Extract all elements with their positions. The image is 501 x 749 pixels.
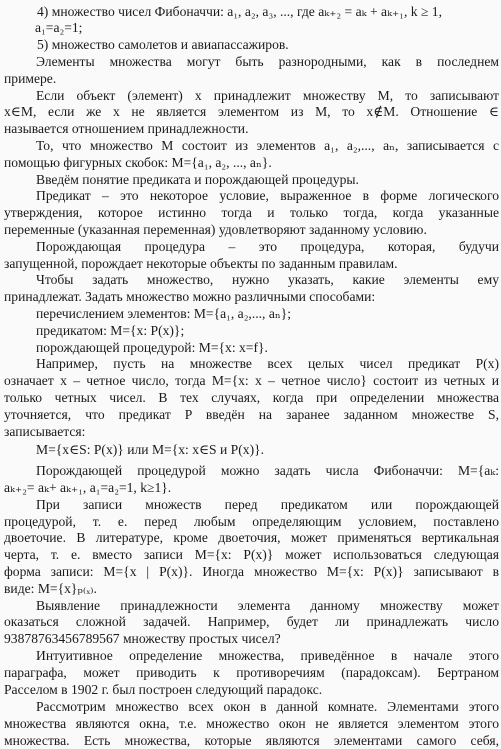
text-line: Введём понятие предиката и порождающей процедуры. xyxy=(36,172,359,187)
text-line: предикатом: M={x: P(x)}; xyxy=(36,323,185,338)
text-line: виде: M={x}ₚ₍ₓ₎. xyxy=(4,581,97,596)
text-line: помощью фигурных скобок: M={a₁, a₂, ..., aₙ}. xyxy=(4,155,272,170)
text-line: То, что множество M состоит из элементов a₁, a₂,..., aₙ, записывается с xyxy=(36,138,499,153)
text-line: aₖ₊₂= aₖ+ aₖ₊₁, a₁=a₂=1, k≥1}. xyxy=(4,480,172,495)
text-line: Порождающей процедурой можно задать числа Фибоначчи: M={aₖ: xyxy=(36,463,499,478)
text-line: называется отношением принадлежности. xyxy=(4,121,249,136)
text-line: двоеточие. В литературе, кроме двоеточия, может применяться вертикальная xyxy=(4,530,499,545)
text-line: x∈M, если же x не является элементом из M, то x∉M. Отношение ∈ xyxy=(4,104,499,119)
text-line: Чтобы задать множество, нужно указать, какие элементы ему xyxy=(36,272,499,287)
text-line: Расселом в 1902 г. был построен следующий парадокс. xyxy=(4,682,323,697)
text-line: параграфа, может приводить к противоречиям (парадоксам). Бертраном xyxy=(4,665,499,680)
text-line: 4) множество чисел Фибоначчи: a₁, a₂, a₃, ..., где aₖ₊₂ = aₖ + aₖ₊₁, k ≥ 1, xyxy=(37,4,443,19)
text-line: порождающей процедурой: M={x: x=f}. xyxy=(36,340,268,355)
text-line: оказаться сложной задачей. Например, будет ли принадлежать число xyxy=(4,614,499,629)
text-line: Выявление принадлежности элемента данному множеству может xyxy=(36,598,499,613)
text-line: Порождающая процедура – это процедура, которая, будучи xyxy=(36,239,499,254)
text-line: принадлежат. Задать множество можно различными способами: xyxy=(4,289,376,304)
text-line: утверждения, которое истинно тогда и только тогда, когда указанные xyxy=(4,205,499,220)
text-line: множества являются окна, т.е. множество окон не является элементом этого xyxy=(4,716,499,731)
text-line: примере. xyxy=(4,71,57,86)
text-line: 93878763456789567 множеству простых чисел? xyxy=(4,631,281,646)
text-line: M={x∈S: P(x)} или M={x: x∈S и P(x)}. xyxy=(36,442,265,457)
text-line: форма записи: M={x | P(x)}. Иногда множество M={x: P(x)} записывают в xyxy=(4,564,499,579)
text-line: a₁=a₂=1; xyxy=(35,20,83,35)
text-line: Предикат – это некоторое условие, выраженное в форме логического xyxy=(36,188,499,203)
text-line: записывается: xyxy=(4,424,86,439)
text-line: запущенной, порождает некоторые объекты по заданным правилам. xyxy=(4,256,398,271)
text-line: При записи множеств перед предикатом или порождающей xyxy=(36,497,499,512)
text-line: перечислением элементов: M={a₁, a₂,..., aₙ}; xyxy=(36,306,292,321)
text-line: Интуитивное определение множества, приведённое в начале этого xyxy=(36,648,499,663)
text-line: уточняется, что предикат P введён на заранее заданном множестве S, xyxy=(4,407,499,422)
text-line: Например, пусть на множестве всех целых чисел предикат P(x) xyxy=(36,356,499,371)
text-line: Рассмотрим множество всех окон в данной комнате. Элементами этого xyxy=(36,699,499,714)
text-line: процедурой, т. е. перед любым определяющим условием, поставлено xyxy=(4,514,499,529)
text-line: множества. Есть множества, которые являются элементами самого себя, xyxy=(4,733,499,748)
text-line: Элементы множества могут быть разнородными, как в последнем xyxy=(36,54,499,69)
text-line: 5) множество самолетов и авиапассажиров. xyxy=(37,37,289,52)
text-line: черта, т. е. вместо записи M={x: P(x)} может использоваться следующая xyxy=(4,547,499,562)
text-line: Если объект (элемент) x принадлежит множеству M, то записывают xyxy=(36,88,499,103)
text-line: означает x – четное число, тогда M={x: x – четное число} состоит из четных и xyxy=(4,373,499,388)
text-line: переменные (указанная переменная) удовлетворяют заданному условию. xyxy=(4,222,427,237)
text-line: только четных чисел. В тех случаях, когда при определении множества xyxy=(4,390,499,405)
